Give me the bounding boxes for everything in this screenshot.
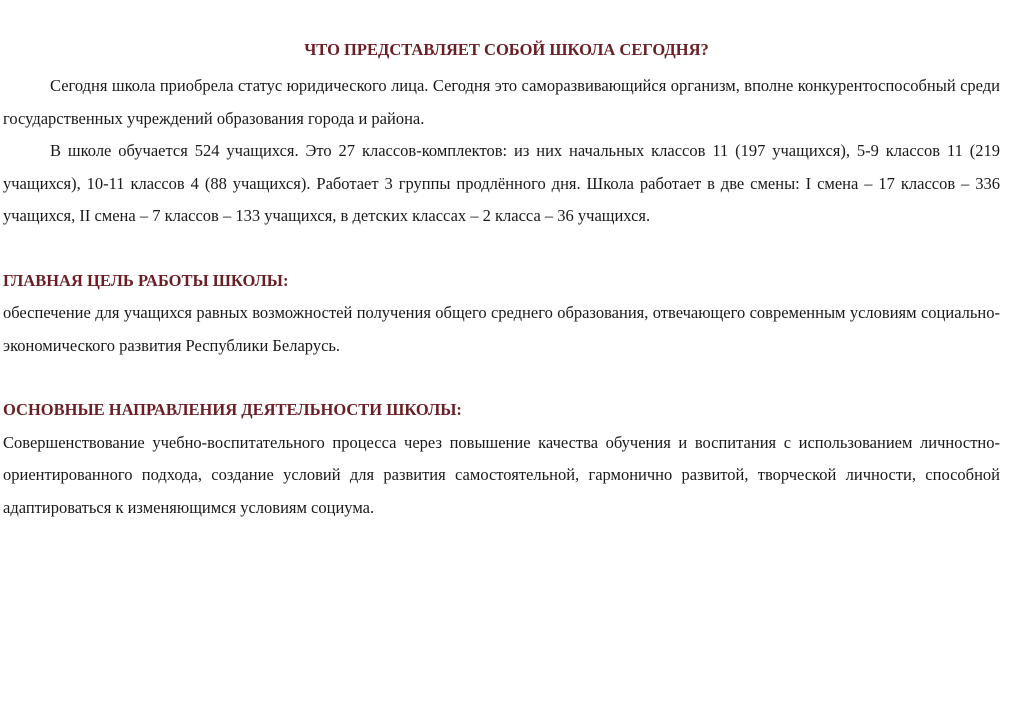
intro-paragraph-2: В школе обучается 524 учащихся. Это 27 классов-комплектов: из них начальных классов 11 (197 учащихся), 5-9 классов 11 (219 учащихся), 10-11 классов 4 (88 учащихся). Работает 3 группы продлённого дня. Школа работает в две смены: I смена – 17 классов – 336 учащихся, II смена – 7 классов – 133 учащихся, в детских классах – 2 класса – 36 учащихся. (3, 141, 1000, 225)
section-spacer (3, 362, 1000, 394)
directions-heading: ОСНОВНЫЕ НАПРАВЛЕНИЯ ДЕЯТЕЛЬНОСТИ ШКОЛЫ: (3, 400, 462, 419)
directions-text: Совершенствование учебно-воспитательного процесса через повышение качества обучения и воспитания с использованием личностно-ориентированного подхода, создание условий для развития самостоятельной, гармонично развитой, творческой личности, способной адаптироваться к изменяющимся условиям социума. (3, 432, 1000, 517)
section-spacer (3, 233, 1000, 265)
page-title: ЧТО ПРЕДСТАВЛЯЕТ СОБОЙ ШКОЛА СЕГОДНЯ? (304, 40, 709, 59)
goal-text: обеспечение для учащихся равных возможностей получения общего среднего образования, отвечающего современным условиям социально-экономического развития Республики Беларусь. (3, 303, 1000, 355)
intro-paragraph-1: Сегодня школа приобрела статус юридического лица. Сегодня это саморазвивающийся организм, вполне конкурентоспособный среди государственных учреждений образования города и района. (3, 76, 1000, 128)
goal-heading: ГЛАВНАЯ ЦЕЛЬ РАБОТЫ ШКОЛЫ: (3, 270, 289, 290)
